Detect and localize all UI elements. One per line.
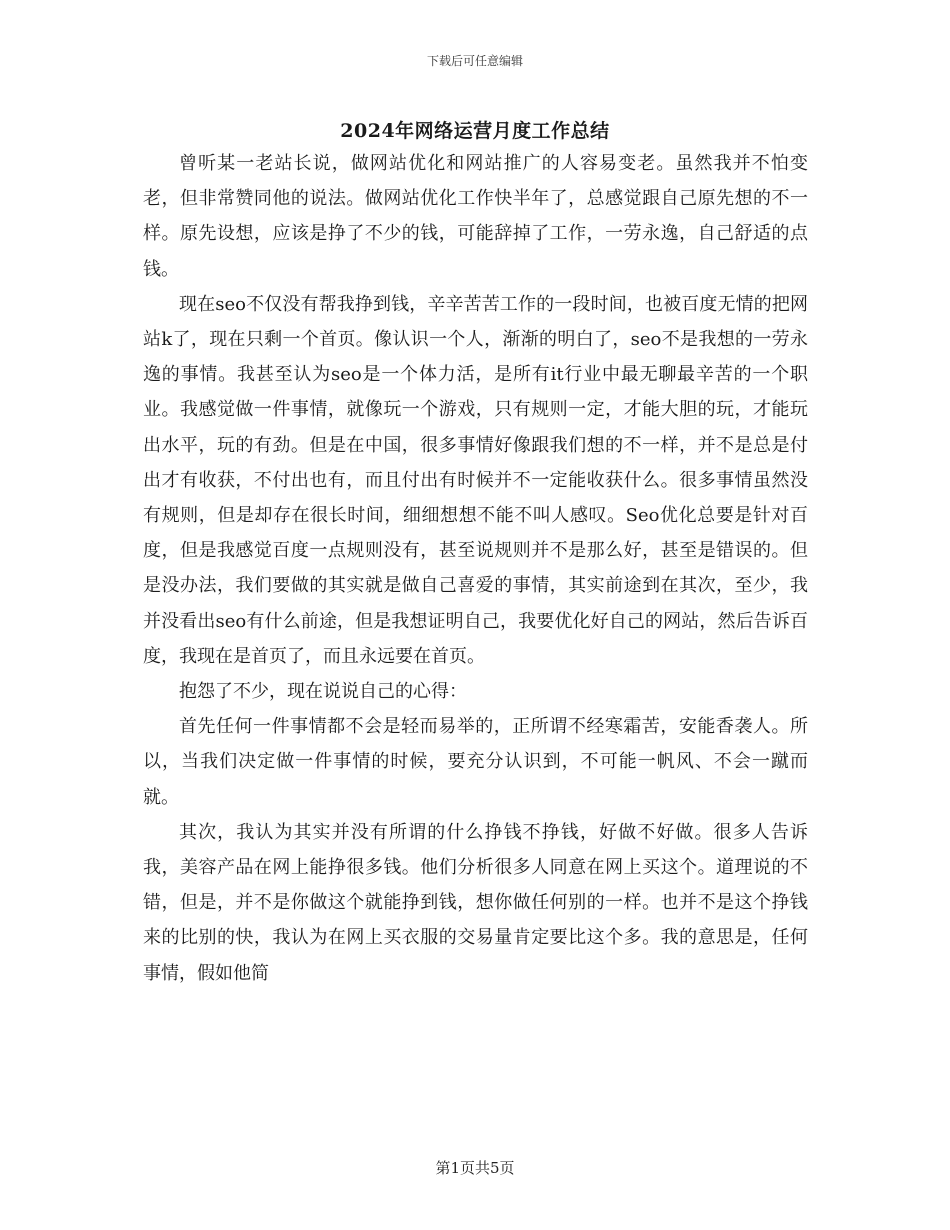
paragraph-4: 首先任何一件事情都不会是轻而易举的，正所谓不经寒霜苦，安能香袭人。所以，当我们决定做一件事情的时候，要充分认识到，不可能一帆风、不会一蹴而就。 xyxy=(143,716,808,808)
document-title: 2024年网络运营月度工作总结 xyxy=(340,120,610,142)
paragraph-1: 曾听某一老站长说，做网站优化和网站推广的人容易变老。虽然我并不怕变老，但非常赞同他的说法。做网站优化工作快半年了，总感觉跟自己原先想的不一样。原先设想，应该是挣了不少的钱，可能辞掉了工作，一劳永逸，自己舒适的点钱。 xyxy=(143,153,808,280)
paragraph-3: 抱怨了不少，现在说说自己的心得： xyxy=(179,681,467,703)
header-note: 下载后可任意编辑 xyxy=(426,54,523,68)
paragraph-2: 现在seo不仅没有帮我挣到钱，辛辛苦苦工作的一段时间，也被百度无情的把网站k了，现在只剩一个首页。像认识一个人，渐渐的明白了，seo不是我想的一劳永逸的事情。我甚至认为seo是一个体力活，是所有it行业中最无聊最辛苦的一个职业。我感觉做一件事情，就像玩一个游戏，只有规则一定，才能大胆的玩，才能玩出水平，玩的有劲。但是在中国，很多事情好像跟我们想的不一样，并不是总是付出才有收获，不付出也有，而且付出有时候并不一定能收获什么。很多事情虽然没有规则，但是却存在很长时间，细细想想不能不叫人感叹。Seo优化总要是针对百度，但是我感觉百度一点规则没有，甚至说规则并不是那么好，甚至是错误的。但是没办法，我们要做的其实就是做自己喜爱的事情，其实前途到在其次，至少，我并没看出seo有什么前途，但是我想证明自己，我要优化好自己的网站，然后告诉百度，我现在是首页了，而且永远要在首页。 xyxy=(143,293,808,667)
page-number: 第1页共5页 xyxy=(435,1159,515,1177)
paragraph-5: 其次，我认为其实并没有所谓的什么挣钱不挣钱，好做不好做。很多人告诉我，美容产品在网上能挣很多钱。他们分析很多人同意在网上买这个。道理说的不错，但是，并不是你做这个就能挣到钱，想你做任何别的一样。也并不是这个挣钱来的比别的快，我认为在网上买衣服的交易量肯定要比这个多。我的意思是，任何事情，假如他简 xyxy=(143,821,808,984)
document-body xyxy=(143,146,808,991)
